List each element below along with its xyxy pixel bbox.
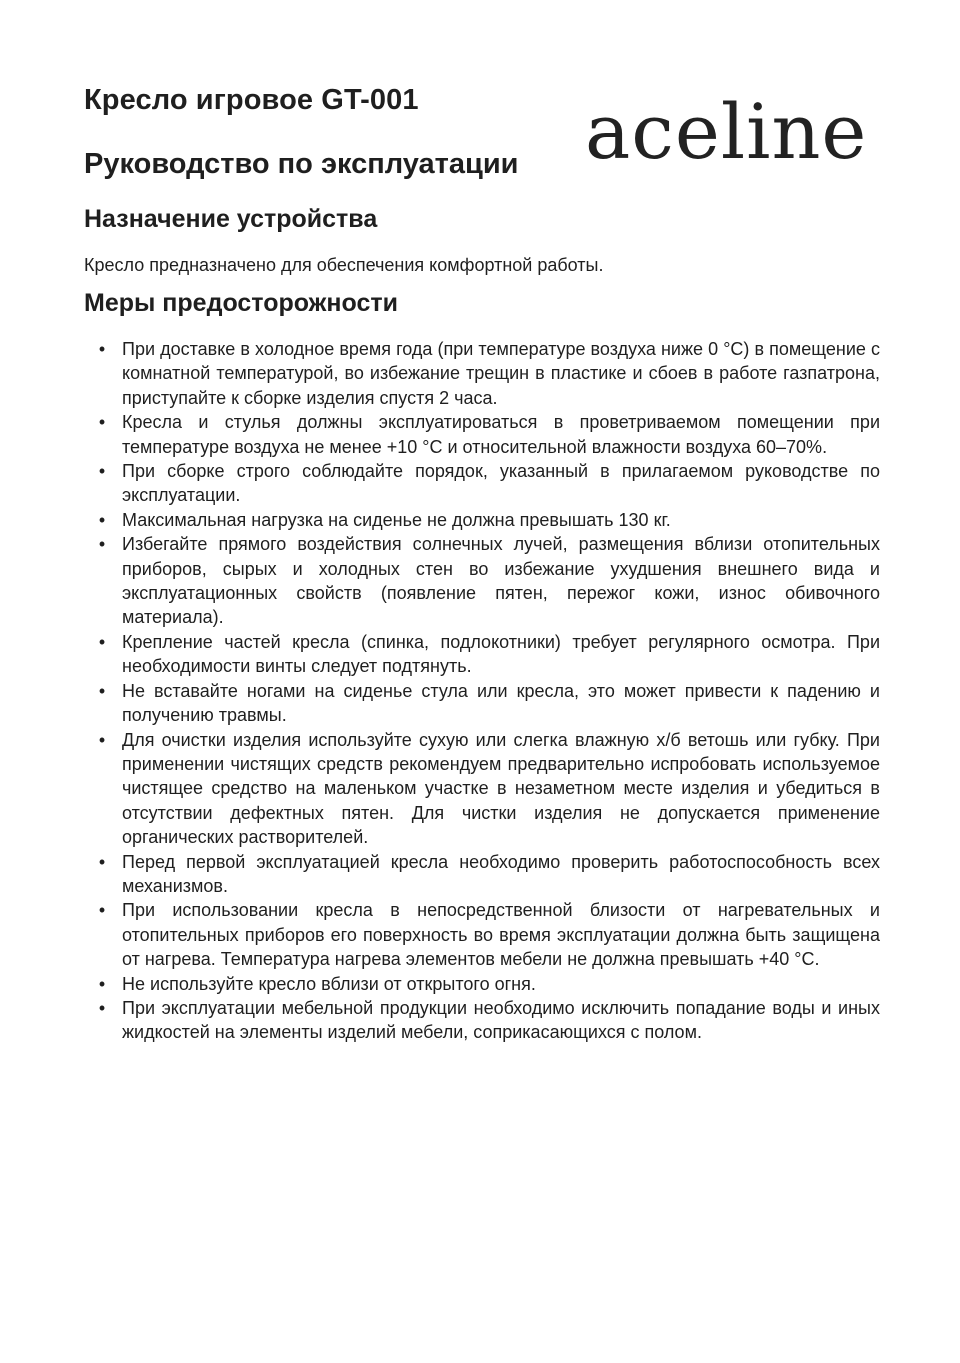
manual-subtitle: Руководство по эксплуатации <box>84 148 519 180</box>
brand-logo: aceline <box>585 87 868 176</box>
precaution-item <box>84 898 880 971</box>
bullet-icon: • <box>98 729 106 750</box>
bullet-icon: • <box>98 680 106 701</box>
precautions-section <box>84 287 880 1045</box>
precaution-text: Для очистки изделия используйте сухую или слегка влажную х/б ветошь или губку. При применении чистящих средств рекомендуем предварительно испробовать используемое чистящее средство на маленьком участке в незаметном месте изделия и убедиться в отсутствии дефектных пятен. Для чистки изделия не допускается применение органических растворителей. <box>122 729 880 848</box>
precaution-item <box>84 410 880 459</box>
bullet-icon: • <box>98 339 106 359</box>
precautions-heading: Меры предосторожности <box>84 289 398 317</box>
precaution-item <box>84 996 880 1045</box>
precaution-text: Не используйте кресло вблизи от открытого огня. <box>122 973 536 994</box>
precautions-list <box>84 337 880 1045</box>
bullet-icon: • <box>98 997 106 1018</box>
precaution-item <box>84 337 880 410</box>
precaution-text: Кресла и стулья должны эксплуатироваться в проветриваемом помещении при температуре воздуха не менее +10 °C и относительной влажности воздуха 60–70%. <box>122 412 880 457</box>
document-header <box>84 82 604 182</box>
precaution-text: При сборке строго соблюдайте порядок, указанный в прилагаемом руководстве по эксплуатации. <box>122 461 880 506</box>
bullet-icon: • <box>98 461 106 482</box>
bullet-icon: • <box>98 900 106 921</box>
purpose-text: Кресло предназначено для обеспечения комфортной работы. <box>84 255 604 275</box>
bullet-icon: • <box>98 412 106 433</box>
precaution-item <box>84 630 880 679</box>
precaution-item <box>84 532 880 630</box>
precaution-text: При эксплуатации мебельной продукции необходимо исключить попадание воды и иных жидкостей на элементы изделий мебели, соприкасающихся с полом. <box>122 997 880 1043</box>
precaution-item <box>84 728 880 850</box>
bullet-icon: • <box>98 509 106 530</box>
bullet-icon: • <box>98 631 106 652</box>
precaution-text: Крепление частей кресла (спинка, подлокотники) требует регулярного осмотра. При необходимости винты следует подтянуть. <box>122 631 880 677</box>
precaution-text: Максимальная нагрузка на сиденье не должна превышать 130 кг. <box>122 509 671 530</box>
bullet-icon: • <box>98 973 106 994</box>
purpose-heading: Назначение устройства <box>84 205 378 233</box>
purpose-section <box>84 203 880 277</box>
precaution-text: Не вставайте ногами на сиденье стула или кресла, это может привести к падению и получению травмы. <box>122 680 880 726</box>
bullet-icon: • <box>98 534 106 555</box>
precaution-text: Перед первой эксплуатацией кресла необходимо проверить работоспособность всех механизмов. <box>122 851 880 896</box>
precaution-text: При использовании кресла в непосредственной близости от нагревательных и отопительных приборов его поверхность во время эксплуатации должна быть защищена от нагрева. Температура нагрева элементов мебели не должна превышать +40 °C. <box>122 900 880 970</box>
bullet-icon: • <box>98 851 106 872</box>
precaution-item <box>84 972 880 996</box>
precaution-text: Избегайте прямого воздействия солнечных лучей, размещения вблизи отопительных приборов, сырых и холодных стен во избежание ухудшения внешнего вида и эксплуатационных свойств (появление пятен, пережог кожи, износ обивочного материала). <box>122 534 880 628</box>
precaution-item <box>84 850 880 899</box>
precaution-text: При доставке в холодное время года (при температуре воздуха ниже 0 °C) в помещение с комнатной температурой, во избежание трещин в пластике и сбоев в работе газпатрона, приступайте к сборке изделия спустя 2 часа. <box>122 339 880 408</box>
product-title: Кресло игровое GT-001 <box>84 84 419 116</box>
precaution-item <box>84 679 880 728</box>
precaution-item <box>84 459 880 508</box>
precaution-item <box>84 508 880 532</box>
